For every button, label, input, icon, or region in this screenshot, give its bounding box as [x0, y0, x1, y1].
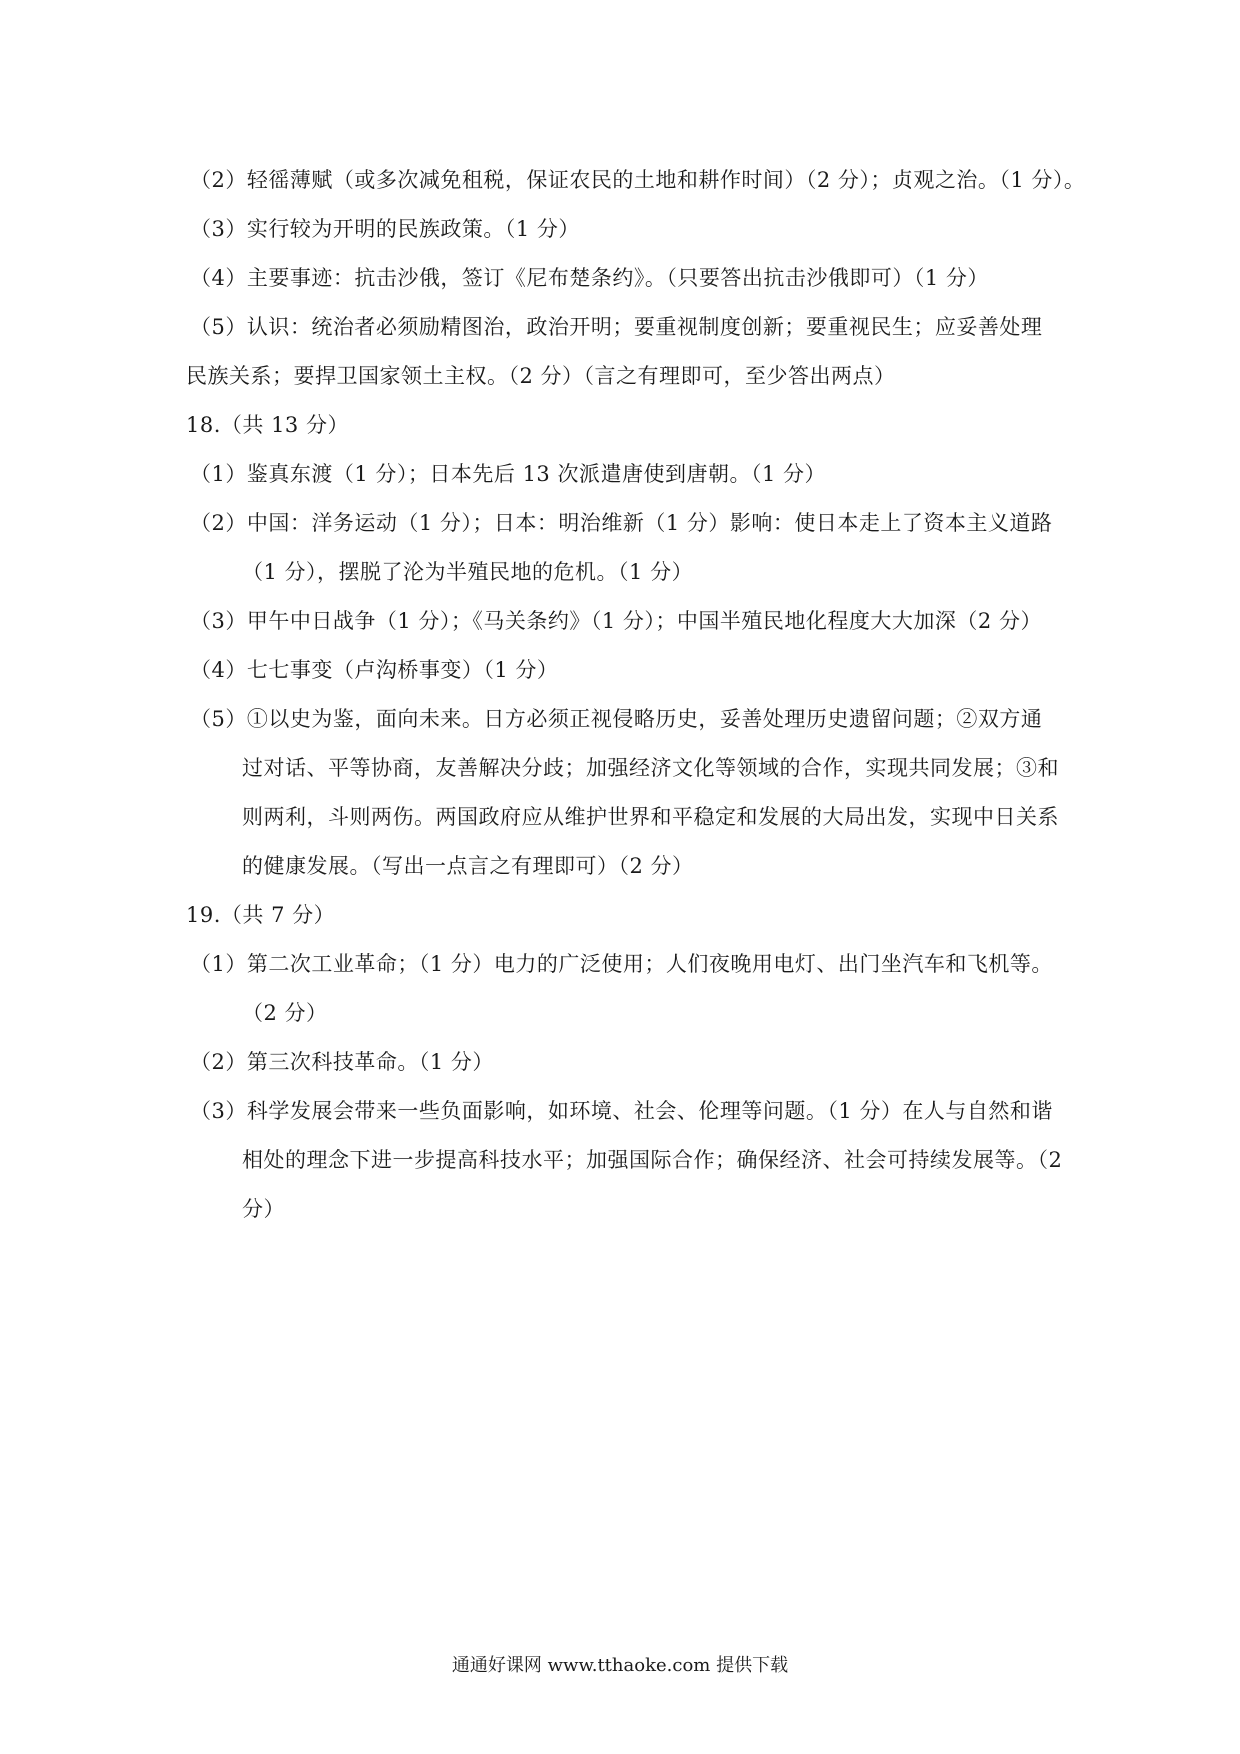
- q18-item-2-line-1: （2）中国：洋务运动（1 分）；日本：明治维新（1 分）影响：使日本走上了资本主义道路: [190, 511, 1053, 535]
- q17-item-5-line-1: （5）认识：统治者必须励精图治，政治开明；要重视制度创新；要重视民生；应妥善处理: [190, 315, 1043, 339]
- answer-key-content: [186, 156, 1086, 1234]
- q18-heading: 18.（共 13 分）: [186, 413, 349, 437]
- q19-item-2: （2）第三次科技革命。（1 分）: [190, 1050, 494, 1074]
- q19-item-1-line-2: （2 分）: [242, 1001, 328, 1025]
- q18-item-4: （4）七七事变（卢沟桥事变）（1 分）: [190, 658, 559, 682]
- q17-item-3: （3）实行较为开明的民族政策。（1 分）: [190, 217, 580, 241]
- q19-item-3-line-2: 相处的理念下进一步提高科技水平；加强国际合作；确保经济、社会可持续发展等。（2: [242, 1148, 1063, 1172]
- q18-item-5-line-1: （5）①以史为鉴，面向未来。日方必须正视侵略历史，妥善处理历史遗留问题；②双方通: [190, 707, 1043, 731]
- q19-item-1-line-1: （1）第二次工业革命；（1 分）电力的广泛使用；人们夜晚用电灯、出门坐汽车和飞机等。: [190, 952, 1053, 976]
- q18-item-5-line-2: 过对话、平等协商，友善解决分歧；加强经济文化等领域的合作，实现共同发展；③和: [242, 756, 1059, 780]
- q19-heading: 19.（共 7 分）: [186, 903, 336, 927]
- q18-item-1: （1）鉴真东渡（1 分）；日本先后 13 次派遣唐使到唐朝。（1 分）: [190, 462, 827, 486]
- q18-item-2-line-2: （1 分），摆脱了沦为半殖民地的危机。（1 分）: [242, 560, 694, 584]
- q19-item-3-line-3: 分）: [242, 1197, 285, 1221]
- q18-item-5-line-3: 则两利，斗则两伤。两国政府应从维护世界和平稳定和发展的大局出发，实现中日关系: [242, 805, 1059, 829]
- page-footer: 通通好课网 www.tthaoke.com 提供下载: [451, 1655, 789, 1676]
- q18-item-3: （3）甲午中日战争（1 分）；《马关条约》（1 分）；中国半殖民地化程度大大加深（2 分）: [190, 609, 1042, 633]
- q17-item-5-line-2: 民族关系；要捍卫国家领土主权。（2 分）（言之有理即可，至少答出两点）: [186, 364, 896, 388]
- q17-item-4: （4）主要事迹：抗击沙俄，签订《尼布楚条约》。（只要答出抗击沙俄即可）（1 分）: [190, 266, 989, 290]
- q17-item-2: （2）轻徭薄赋（或多次减免租税，保证农民的土地和耕作时间）（2 分）；贞观之治。（1 分）。: [190, 168, 1086, 192]
- q19-item-3-line-1: （3）科学发展会带来一些负面影响，如环境、社会、伦理等问题。（1 分）在人与自然和谐: [190, 1099, 1053, 1123]
- q18-item-5-line-4: 的健康发展。（写出一点言之有理即可）（2 分）: [242, 854, 694, 878]
